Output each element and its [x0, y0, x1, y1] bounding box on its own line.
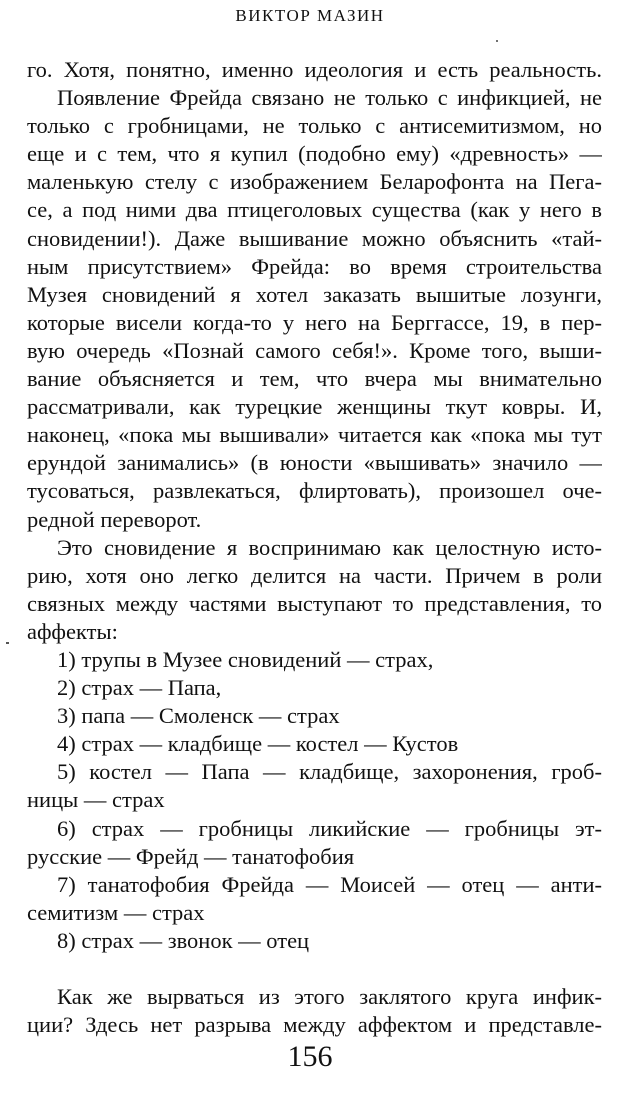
list-item-continuation: семитизм — страх: [27, 899, 205, 925]
body-text: [27, 56, 602, 1039]
text-line: ерундой занимались» (в юности «вышивать» значило —: [27, 450, 602, 476]
list-item: 3) папа — Смоленск — страх: [57, 703, 340, 729]
margin-mark: [6, 642, 9, 644]
list-item: 6) страх — гробницы ликийские — гробницы эт-: [57, 815, 602, 841]
text-line: сновидении!). Даже вышивание можно объяснить «тай-: [27, 225, 602, 251]
text-line: тусоваться, развлекаться, флиртовать), произошел оче-: [27, 478, 602, 504]
text-line: ным присутствием» Фрейда: во время строительства: [27, 253, 602, 279]
text-line: ции? Здесь нет разрыва между аффектом и представле-: [27, 1012, 602, 1038]
text-line: се, а под ними два птицеголовых существа (как у него в: [27, 197, 602, 223]
text-line: Появление Фрейда связано не только с инфикцией, не: [57, 85, 602, 111]
list-item: 2) страх — Папа,: [57, 675, 222, 701]
text-line: Как же вырваться из этого заклятого круга инфик-: [57, 984, 602, 1010]
text-line: Музея сновидений я хотел заказать вышитые лозунги,: [27, 281, 602, 307]
text-line: рассматривали, как турецкие женщины ткут ковры. И,: [27, 394, 602, 420]
text-line: вание объясняется и тем, что вчера мы внимательно: [27, 366, 602, 392]
text-line: только с гробницами, не только с антисемитизмом, но: [27, 113, 602, 139]
text-line: маленькую стелу с изображением Беларофонта на Пега-: [27, 169, 602, 195]
list-item-continuation: русские — Фрейд — танатофобия: [27, 843, 355, 869]
list-item: 7) танатофобия Фрейда — Моисей — отец — анти-: [57, 871, 602, 897]
text-line: еще и с тем, что я купил (подобно ему) «древность» —: [27, 141, 602, 167]
list-item: 8) страх — звонок — отец: [57, 927, 310, 953]
text-line: связных между частями выступают то представления, то: [27, 590, 602, 616]
list-item: 1) трупы в Музее сновидений — страх,: [57, 646, 434, 672]
text-line: рию, хотя оно легко делится на части. Причем в роли: [27, 562, 602, 588]
text-line: го. Хотя, понятно, именно идеология и есть реальность.: [27, 57, 602, 82]
text-line: редной переворот.: [27, 506, 202, 532]
text-line: которые висели когда-то у него на Берггассе, 19, в пер-: [27, 309, 602, 335]
print-speck: [496, 40, 498, 42]
text-line: наконец, «пока мы вышивали» читается как «пока мы тут: [27, 422, 602, 448]
list-item: 5) костел — Папа — кладбище, захоронения, гроб-: [57, 759, 602, 785]
list-item-continuation: ницы — страх: [27, 787, 165, 813]
text-line: аффекты:: [27, 618, 118, 644]
list-item: 4) страх — кладбище — костел — Кустов: [57, 731, 459, 757]
text-line: Это сновидение я воспринимаю как целостную исто-: [57, 534, 602, 560]
paragraph-gap: [27, 955, 602, 983]
running-head: ВИКТОР МАЗИН: [235, 6, 385, 25]
text-line: вую очередь «Познай самого себя!». Кроме того, выши-: [27, 337, 602, 363]
page-number: 156: [287, 1040, 333, 1073]
